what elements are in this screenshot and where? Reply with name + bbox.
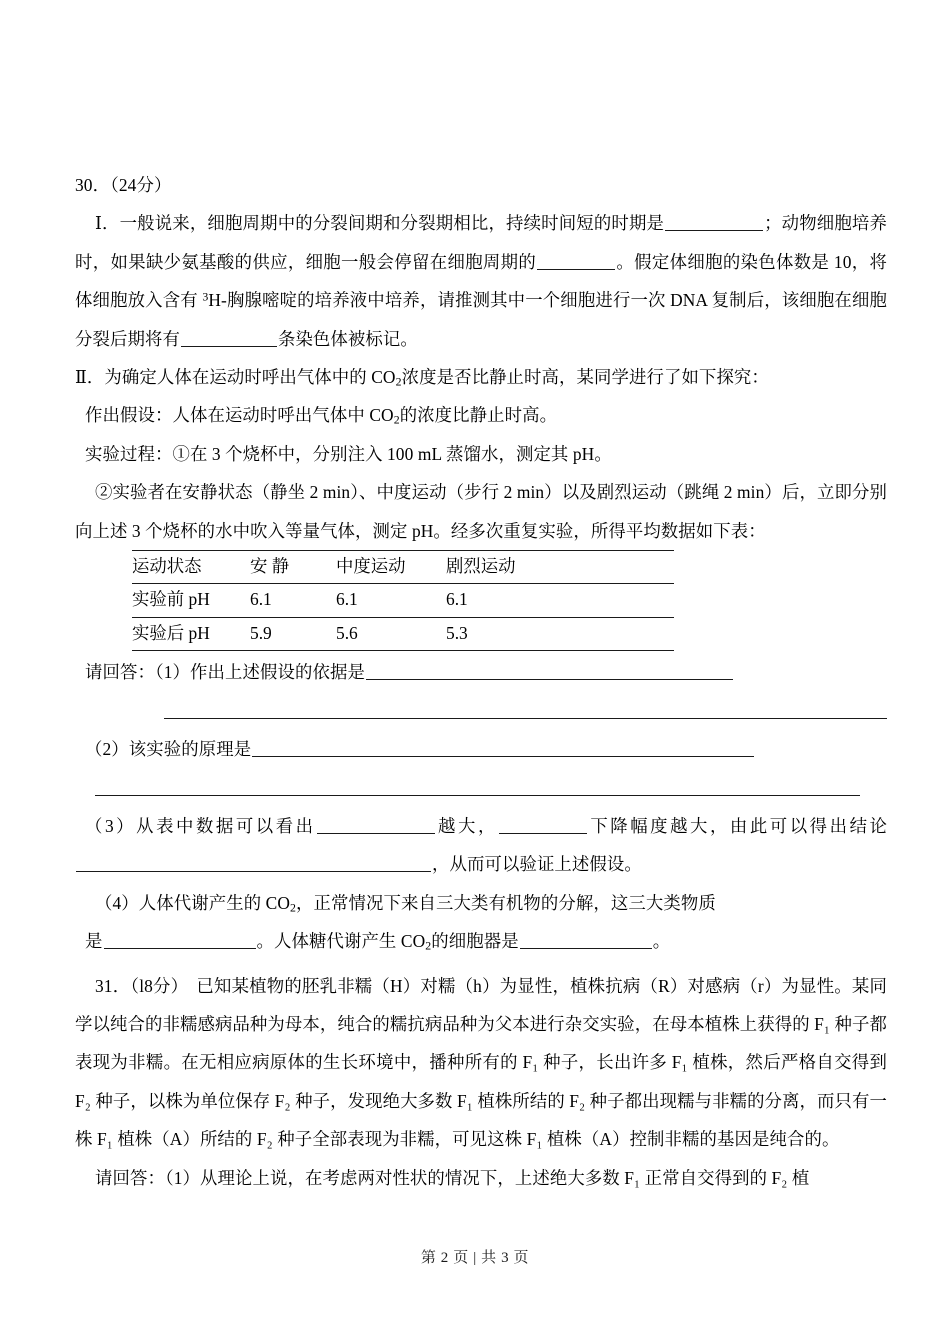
part-1-marker: Ⅰ． [95,213,120,234]
table-cell: 安 静 [250,551,336,584]
table-cell: 6.1 [336,584,446,617]
table-cell: 中度运动 [336,551,446,584]
question-30-procedure-step-2 [75,473,887,550]
answer-blank-3[interactable] [181,331,277,347]
answer-4-text-c: 是 [85,931,103,952]
answer-blank-12[interactable] [520,933,652,949]
answer-1-text: 作出上述假设的依据是 [190,662,365,683]
table-cell: 6.1 [250,584,336,617]
question-30-answer-1-continuation [75,692,887,730]
page-content [75,166,887,1197]
question-30-answer-2 [75,730,887,768]
table-row [132,584,674,617]
question-30-number: 30． [75,175,111,195]
question-31-stem-text: 已知某植物的胚乳非糯（H）对糯（h）为显性，植株抗病（R）对感病（r）为显性。某同学以纯合的非糯感病品种为母本，纯合的糯抗病品种为父本进行杂交实验，在母本植株上获得的 F₁ 种子都表现为非糯。在无相应病原体的生长环境中，播种所有的 F₁ 种子，长出许多 F₁ 植株，然后严格自交得到 F₂ 种子，以株为单位保存 F₂ 种子，发现绝大多数 F₁ 植株所结的 F₂ 种子都出现糯与非糯的分离，而只有一株 F₁ 植株（A）所结的 F₂ 种子全部表现为非糯，可见这株 F₁ 植株（A）控制非糯的基因是纯合的。 [75,975,888,1150]
answer-blank-10[interactable] [76,856,431,872]
answer-3-text-b: 越大， [435,815,498,836]
answer-3-text-d: ，从而可以验证上述假设。 [432,854,642,875]
procedure-step-1-text: ①在 3 个烧杯中，分别注入 100 mL 蒸馏水，测定其 pH。 [172,443,612,464]
answer-blank-11[interactable] [104,933,256,949]
part-1-text-a: 一般说来，细胞周期中的分裂间期和分裂期相比，持续时间短的时期是 [119,213,665,234]
question-30-procedure-step-1 [75,435,887,473]
answer-2-text: 该实验的原理是 [128,739,252,760]
question-30-heading [75,166,887,204]
answers-lead: 请回答： [85,662,155,683]
question-30-part-1 [75,204,887,358]
table-cell: 实验后 pH [132,617,250,650]
co2-subscript: 2 [395,374,402,389]
isotope-superscript: 3 [202,289,209,304]
question-30-hypothesis [75,396,887,434]
question-31-answer-1 [75,1159,887,1197]
answer-blank-4[interactable] [366,664,733,680]
answer-4-text-d: 。人体糖代谢产生 CO [256,931,426,952]
table-cell: 实验前 pH [132,584,250,617]
table-row [132,617,674,650]
answer-blank-9[interactable] [499,818,587,834]
part-2-marker: Ⅱ． [75,367,105,388]
table-cell: 6.1 [446,584,674,617]
question-30-answer-4 [75,884,887,922]
question-31-score: （l8分） [130,975,189,996]
answer-blank-5[interactable] [164,703,887,719]
question-30-answer-3 [75,807,887,884]
answer-3-label: （3） [85,815,137,836]
part-1-text-b: ；动物细胞培养时，如果缺少氨基酸的供应，细胞一般会停留在细胞周期的 [75,213,887,272]
table-cell: 5.9 [250,617,336,650]
question-31-number: 31． [95,975,131,996]
answer-1-label: （1） [154,662,191,683]
question-30-answer-4-continuation [75,922,887,960]
procedure-label: 实验过程： [85,443,173,464]
answer-blank-2[interactable] [537,254,615,270]
co2-subscript: 2 [425,938,432,953]
table-cell: 5.3 [446,617,674,650]
hypothesis-label: 作出假设： [85,405,173,426]
question-30-answer-1 [75,653,887,691]
question-30-score: （24分） [110,175,172,195]
page-footer: 第 2 页 | 共 3 页 [420,1250,530,1266]
table-cell: 运动状态 [132,551,250,584]
answer-4-text-e: 的细胞器是 [431,931,519,952]
question-31-answers-lead: 请回答： [95,1167,165,1188]
hypothesis-text-a: 人体在运动时呼出气体中 CO [172,405,394,426]
part-2-intro-b: 浓度是否比静止时高，某同学进行了如下探究： [401,367,769,388]
question-31-answer-1-label: （1） [164,1167,201,1188]
answer-3-text-c: 下降幅度越大，由此可以得出结论 [587,815,887,836]
answer-4-text-b: ，正常情况下来自三大类有机物的分解，这三大类物质 [296,892,716,913]
answer-blank-7[interactable] [95,780,860,796]
part-1-text-e: 条染色体被标记。 [277,328,418,349]
answer-blank-8[interactable] [317,818,435,834]
answer-4-label: （4） [95,892,139,913]
question-31-stem [75,967,887,1159]
question-30-part-2-intro [75,358,887,396]
ph-data-table-wrap [75,550,887,651]
part-2-intro-a: 为确定人体在运动时呼出气体中的 CO [104,367,396,388]
part-1-text-d: H-胸腺嘧啶的培养液中培养，请推测其中一个细胞进行一次 DNA 复制后，该细胞在细胞分裂后期将有 [75,290,887,349]
procedure-step-2-text: ②实验者在安静状态（静坐 2 min）、中度运动（步行 2 min）以及剧烈运动（跳绳 2 min）后，立即分别向上述 3 个烧杯的水中吹入等量气体，测定 pH。经多次重复实验，所得平均数据如下表： [75,482,887,541]
answer-2-label: （2） [85,739,129,760]
co2-subscript: 2 [393,413,400,428]
co2-subscript: 2 [290,900,297,915]
question-31-answer-1-text: 从理论上说，在考虑两对性状的情况下，上述绝大多数 F₁ 正常自交得到的 F₂ 植 [200,1167,810,1188]
table-row [132,551,674,584]
answer-4-text-a: 人体代谢产生的 CO [138,892,291,913]
question-30-answer-2-continuation [75,769,887,807]
hypothesis-text-b: 的浓度比静止时高。 [399,405,558,426]
answer-3-text-a: 从表中数据可以看出 [136,815,316,836]
ph-data-table [132,550,674,651]
table-cell: 剧烈运动 [446,551,674,584]
answer-blank-6[interactable] [252,741,754,757]
answer-4-text-f: 。 [652,931,671,952]
part-1-text-c: 。假定体细胞的染色体数是 10，将体细胞放入含有 [75,251,887,311]
table-cell: 5.6 [336,617,446,650]
answer-blank-1[interactable] [665,215,763,231]
